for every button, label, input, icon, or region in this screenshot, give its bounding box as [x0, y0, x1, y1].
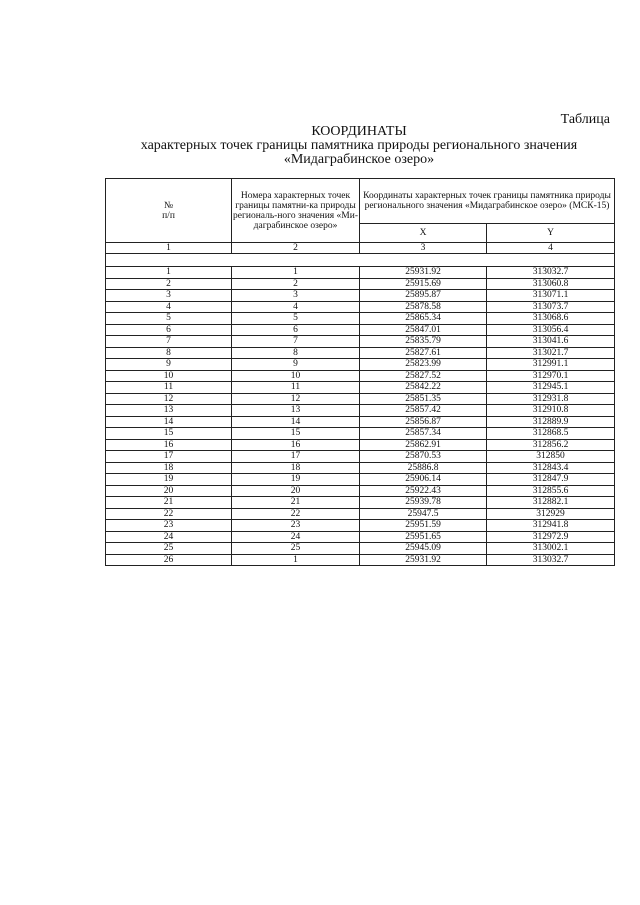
table-row: [106, 439, 615, 451]
y-coordinate-cell: 312855.6: [487, 485, 615, 497]
y-coordinate-cell: 312929: [487, 508, 615, 520]
x-coordinate-cell: 25870.53: [360, 451, 487, 463]
row-index-cell: 17: [106, 451, 232, 463]
table-row: [106, 290, 615, 302]
point-number-cell: 22: [232, 508, 360, 520]
row-index-cell: 26: [106, 554, 232, 566]
y-coordinate-cell: 313021.7: [487, 347, 615, 359]
point-number-cell: 7: [232, 336, 360, 348]
point-number-cell: 18: [232, 462, 360, 474]
header-point-number: Номера характерных точек границы памятни-ка природы региональ-ного значения «Ми-даграбинское озеро»: [232, 179, 360, 243]
y-coordinate-cell: 312945.1: [487, 382, 615, 394]
point-number-cell: 5: [232, 313, 360, 325]
row-index-cell: 16: [106, 439, 232, 451]
spacer-row: [106, 254, 615, 267]
row-index-cell: 19: [106, 474, 232, 486]
x-coordinate-cell: 25947.5: [360, 508, 487, 520]
x-coordinate-cell: 25945.09: [360, 543, 487, 555]
point-number-cell: 6: [232, 324, 360, 336]
x-coordinate-cell: 25886.8: [360, 462, 487, 474]
row-index-cell: 6: [106, 324, 232, 336]
point-number-cell: 15: [232, 428, 360, 440]
y-coordinate-cell: 312941.8: [487, 520, 615, 532]
table-row: [106, 313, 615, 325]
x-coordinate-cell: 25951.65: [360, 531, 487, 543]
point-number-cell: 4: [232, 301, 360, 313]
row-index-cell: 12: [106, 393, 232, 405]
y-coordinate-cell: 313071.1: [487, 290, 615, 302]
point-number-cell: 16: [232, 439, 360, 451]
table-row: [106, 531, 615, 543]
x-coordinate-cell: 25857.34: [360, 428, 487, 440]
table-row: [106, 554, 615, 566]
table-row: [106, 497, 615, 509]
point-number-cell: 2: [232, 278, 360, 290]
x-coordinate-cell: 25915.69: [360, 278, 487, 290]
row-index-cell: 24: [106, 531, 232, 543]
header-y: Y: [487, 224, 615, 243]
table-row: [106, 462, 615, 474]
title-line-3: «Мидаграбинское озеро»: [283, 152, 435, 167]
x-coordinate-cell: 25922.43: [360, 485, 487, 497]
x-coordinate-cell: 25951.59: [360, 520, 487, 532]
x-coordinate-cell: 25878.58: [360, 301, 487, 313]
point-number-cell: 1: [232, 554, 360, 566]
table-row: [106, 508, 615, 520]
table-row: [106, 359, 615, 371]
row-index-cell: 22: [106, 508, 232, 520]
point-number-cell: 12: [232, 393, 360, 405]
y-coordinate-cell: 312970.1: [487, 370, 615, 382]
header-coordinates: Координаты характерных точек границы памятника природы регионального значения «Мидаграбинское озеро» (МСК-15): [360, 179, 615, 224]
x-coordinate-cell: 25823.99: [360, 359, 487, 371]
table-row: [106, 405, 615, 417]
table-row: [106, 370, 615, 382]
column-number: 3: [360, 243, 487, 254]
table-row: [106, 474, 615, 486]
row-index-cell: 5: [106, 313, 232, 325]
y-coordinate-cell: 312856.2: [487, 439, 615, 451]
row-index-cell: 8: [106, 347, 232, 359]
row-index-cell: 18: [106, 462, 232, 474]
x-coordinate-cell: 25865.34: [360, 313, 487, 325]
point-number-cell: 14: [232, 416, 360, 428]
point-number-cell: 23: [232, 520, 360, 532]
x-coordinate-cell: 25827.52: [360, 370, 487, 382]
row-index-cell: 2: [106, 278, 232, 290]
table-row: [106, 301, 615, 313]
y-coordinate-cell: 312850: [487, 451, 615, 463]
row-index-cell: 14: [106, 416, 232, 428]
column-number-row: [106, 243, 615, 254]
point-number-cell: 25: [232, 543, 360, 555]
row-index-cell: 25: [106, 543, 232, 555]
document-title: [104, 125, 614, 167]
table-row: [106, 393, 615, 405]
y-coordinate-cell: 313073.7: [487, 301, 615, 313]
row-index-cell: 3: [106, 290, 232, 302]
table-row: [106, 451, 615, 463]
x-coordinate-cell: 25895.87: [360, 290, 487, 302]
x-coordinate-cell: 25931.92: [360, 267, 487, 279]
table-label: Таблица: [560, 112, 610, 127]
row-index-cell: 21: [106, 497, 232, 509]
y-coordinate-cell: 312847.9: [487, 474, 615, 486]
row-index-cell: 7: [106, 336, 232, 348]
table-row: [106, 324, 615, 336]
y-coordinate-cell: 313060.8: [487, 278, 615, 290]
x-coordinate-cell: 25856.87: [360, 416, 487, 428]
header-number: [106, 179, 232, 243]
spacer-cell: [106, 254, 615, 267]
title-line-2: характерных точек границы памятника природы регионального значения: [140, 138, 578, 153]
table-row: [106, 428, 615, 440]
table-row: [106, 278, 615, 290]
table-row: [106, 520, 615, 532]
header-x: X: [360, 224, 487, 243]
point-number-cell: 19: [232, 474, 360, 486]
table-row: [106, 543, 615, 555]
coordinates-table: [105, 178, 615, 566]
point-number-cell: 24: [232, 531, 360, 543]
row-index-cell: 20: [106, 485, 232, 497]
column-number: 4: [487, 243, 615, 254]
x-coordinate-cell: 25827.61: [360, 347, 487, 359]
row-index-cell: 1: [106, 267, 232, 279]
point-number-cell: 3: [232, 290, 360, 302]
y-coordinate-cell: 312843.4: [487, 462, 615, 474]
y-coordinate-cell: 313002.1: [487, 543, 615, 555]
y-coordinate-cell: 312868.5: [487, 428, 615, 440]
row-index-cell: 11: [106, 382, 232, 394]
y-coordinate-cell: 313032.7: [487, 267, 615, 279]
table-row: [106, 267, 615, 279]
column-number: 1: [106, 243, 232, 254]
point-number-cell: 17: [232, 451, 360, 463]
y-coordinate-cell: 312882.1: [487, 497, 615, 509]
header-number-label: № п/п: [162, 200, 175, 221]
table-row: [106, 382, 615, 394]
point-number-cell: 21: [232, 497, 360, 509]
x-coordinate-cell: 25906.14: [360, 474, 487, 486]
row-index-cell: 23: [106, 520, 232, 532]
point-number-cell: 13: [232, 405, 360, 417]
x-coordinate-cell: 25939.78: [360, 497, 487, 509]
x-coordinate-cell: 25851.35: [360, 393, 487, 405]
point-number-cell: 20: [232, 485, 360, 497]
point-number-cell: 1: [232, 267, 360, 279]
x-coordinate-cell: 25931.92: [360, 554, 487, 566]
column-number: 2: [232, 243, 360, 254]
x-coordinate-cell: 25842.22: [360, 382, 487, 394]
table-row: [106, 336, 615, 348]
y-coordinate-cell: 313068.6: [487, 313, 615, 325]
x-coordinate-cell: 25862.91: [360, 439, 487, 451]
point-number-cell: 11: [232, 382, 360, 394]
row-index-cell: 15: [106, 428, 232, 440]
y-coordinate-cell: 312972.9: [487, 531, 615, 543]
y-coordinate-cell: 313041.6: [487, 336, 615, 348]
table-body: [106, 267, 615, 566]
y-coordinate-cell: 312889.9: [487, 416, 615, 428]
table-row: [106, 416, 615, 428]
row-index-cell: 4: [106, 301, 232, 313]
y-coordinate-cell: 313032.7: [487, 554, 615, 566]
x-coordinate-cell: 25857.42: [360, 405, 487, 417]
table-row: [106, 347, 615, 359]
point-number-cell: 10: [232, 370, 360, 382]
x-coordinate-cell: 25847.01: [360, 324, 487, 336]
point-number-cell: 9: [232, 359, 360, 371]
y-coordinate-cell: 312931.8: [487, 393, 615, 405]
point-number-cell: 8: [232, 347, 360, 359]
row-index-cell: 9: [106, 359, 232, 371]
table-row: [106, 485, 615, 497]
title-line-1: КООРДИНАТЫ: [311, 124, 407, 139]
y-coordinate-cell: 312991.1: [487, 359, 615, 371]
x-coordinate-cell: 25835.79: [360, 336, 487, 348]
y-coordinate-cell: 312910.8: [487, 405, 615, 417]
y-coordinate-cell: 313056.4: [487, 324, 615, 336]
row-index-cell: 13: [106, 405, 232, 417]
row-index-cell: 10: [106, 370, 232, 382]
